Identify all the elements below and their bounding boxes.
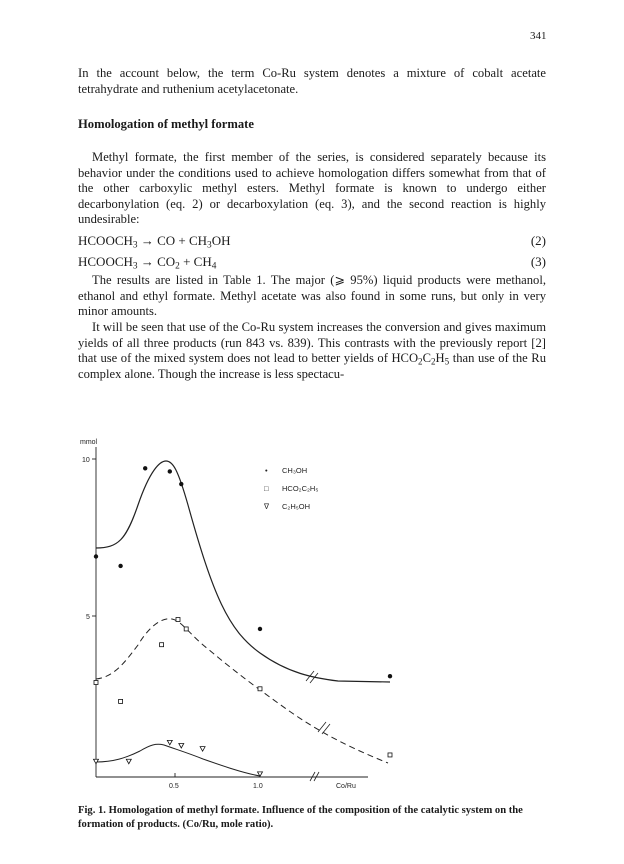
paragraph-co-ru-system: It will be seen that use of the Co-Ru system increases the conversion and gives maximum yields of all three products (run 843 vs. 839). This contrasts with the previously report [2] that use of the mixed system does not lead to better yields of $HCO_2C_2H_5$ than use of the Ru complex alone. Though the increase is less spectacu- xyxy=(78,320,546,381)
c2h5oh-curve xyxy=(96,744,260,776)
figure-caption: Fig. 1. Homologation of methyl formate. Influence of the composition of the catalytic system on the formation of products. (Co/Ru, mole ratio). xyxy=(78,805,523,830)
y-axis-unit: mmol xyxy=(80,439,98,446)
y-tick-label-10: 10 xyxy=(82,457,90,464)
equation-3 xyxy=(78,254,546,270)
x-tick-label-1-0: 1.0 xyxy=(253,783,263,790)
ch3oh-curve xyxy=(96,461,390,682)
intro-paragraph: In the account below, the term Co-Ru system denotes a mixture of cobalt acetate tetrahydrate and ruthenium acetylacetonate. xyxy=(78,66,546,96)
figure-1 xyxy=(78,425,478,793)
data-point-series-1-6 xyxy=(388,753,392,757)
data-point-series-2-2 xyxy=(167,740,172,745)
data-point-series-2-3 xyxy=(179,744,184,749)
paragraph-methyl-formate: Methyl formate, the first member of the series, is considered separately because its behavior under the conditions used to achieve homologation differs somewhat from that of the other carboxylic methyl esters. Methyl formate is known to undergo either decarbonylation (eq. 2) or decarboxylation (eq. 3), and the second reaction is highly undesirable: xyxy=(78,150,546,227)
data-point-series-1-0 xyxy=(94,681,98,685)
hco2c2h5-curve xyxy=(96,619,388,763)
legend-marker-hco2c2h5: □ xyxy=(264,484,269,493)
data-point-series-2-1 xyxy=(126,759,131,764)
data-point-series-0-1 xyxy=(118,564,122,568)
data-point-series-0-5 xyxy=(258,627,262,631)
data-point-series-1-1 xyxy=(119,699,123,703)
x-axis-label: Co/Ru xyxy=(336,783,356,790)
equation-3-body: $HCOOCH_3 \to CO_2 + CH_4$ xyxy=(78,254,217,272)
equation-3-number: (3) xyxy=(530,254,546,269)
x-axis-break xyxy=(310,772,319,781)
legend-label-ch3oh: CH₃OH xyxy=(282,466,308,475)
data-point-series-0-4 xyxy=(179,482,183,486)
data-point-series-1-5 xyxy=(258,687,262,691)
homologation-chart xyxy=(78,425,478,793)
equation-2-body: $HCOOCH_3$ → CO + $CH_3OH$ xyxy=(78,233,231,251)
y-tick-label-5: 5 xyxy=(86,614,90,621)
data-point-series-0-3 xyxy=(168,469,172,473)
legend-marker-ch3oh: • xyxy=(265,466,268,475)
paragraph-results: The results are listed in Table 1. The major (⩾ 95%) liquid products were methanol, ethanol and ethyl formate. Methyl acetate was also found in some runs, but only in very minor amounts. xyxy=(78,273,546,319)
x-tick-label-0-5: 0.5 xyxy=(169,783,179,790)
page-number: 341 xyxy=(530,30,547,42)
data-point-series-2-4 xyxy=(200,747,205,752)
legend-label-c2h5oh: C₂H₅OH xyxy=(282,502,311,511)
section-heading: Homologation of methyl formate xyxy=(78,117,254,131)
legend-label-hco2c2h5: HCO₂C₂H₅ xyxy=(282,484,319,493)
legend-marker-c2h5oh: ∇ xyxy=(264,502,270,511)
data-point-series-0-6 xyxy=(388,674,392,678)
data-point-series-1-2 xyxy=(160,643,164,647)
data-markers xyxy=(94,466,393,776)
legend xyxy=(263,466,318,511)
data-point-series-0-2 xyxy=(143,466,147,470)
data-point-series-0-0 xyxy=(94,554,98,558)
data-point-series-1-4 xyxy=(184,627,188,631)
hco2c2h5-curve-break xyxy=(318,722,330,734)
equation-2-number: (2) xyxy=(530,233,546,248)
data-point-series-1-3 xyxy=(176,618,180,622)
equation-2 xyxy=(78,233,546,249)
